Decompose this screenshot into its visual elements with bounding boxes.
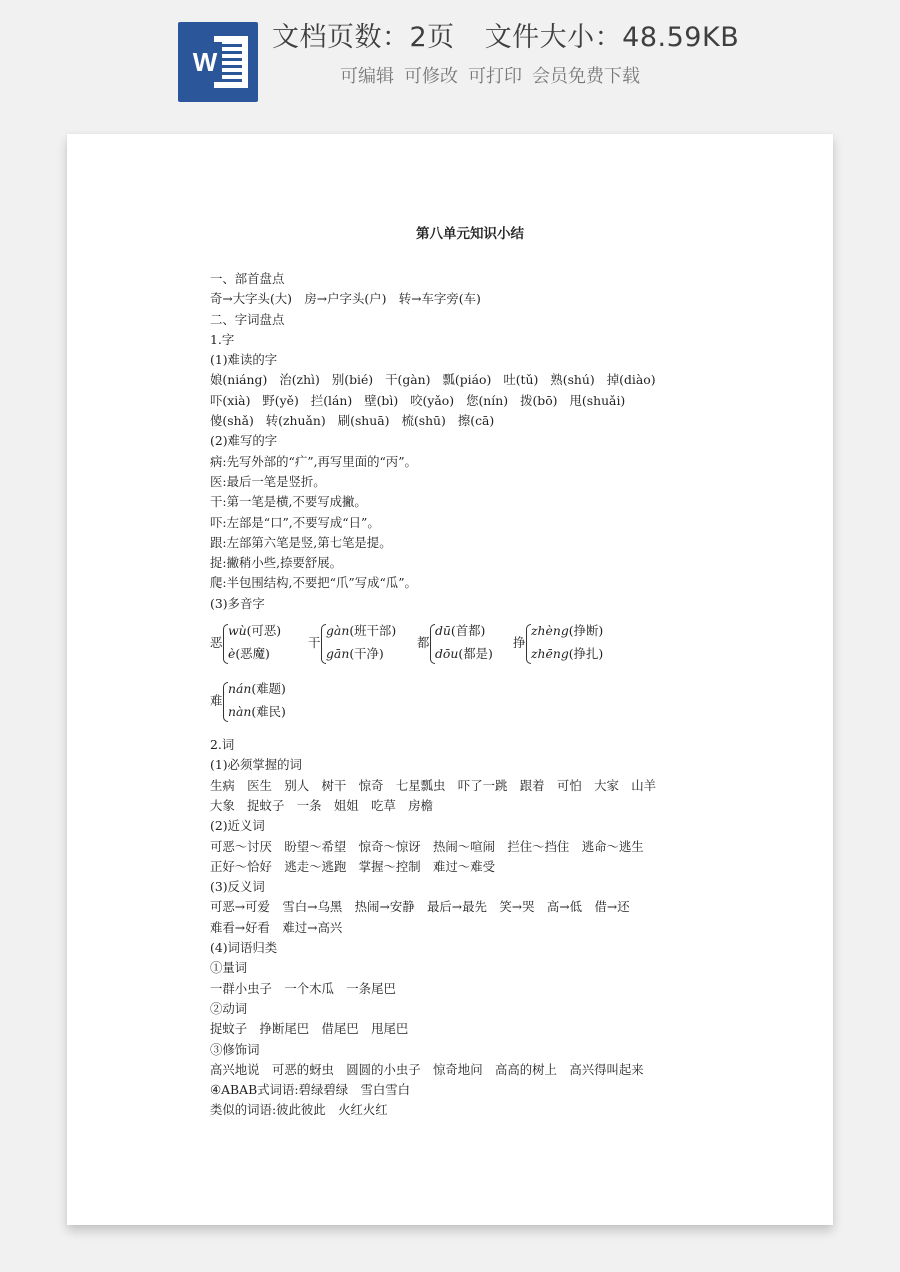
reading-pinyin: dōu [435, 646, 459, 662]
feature-member-download: 会员免费下载 [532, 66, 640, 87]
text-line: 类似的词语:彼此彼此 火红火红 [210, 1102, 388, 1118]
subsection-heading: (1)必须掌握的词 [210, 757, 302, 773]
polyphone-char: 难 [210, 693, 223, 709]
pinyin-item: 熟(shú) [550, 372, 595, 388]
subsection-heading: (3)多音字 [210, 595, 265, 611]
polyphone-char: 干 [308, 635, 321, 651]
feature-list [340, 62, 670, 92]
pinyin-item: 野(yě) [262, 392, 299, 408]
reading [326, 644, 384, 664]
polyphone-row [210, 621, 730, 671]
reading [531, 644, 603, 664]
text-line: 一群小虫子 一个木瓜 一条尾巴 [210, 980, 396, 996]
text-line: 吓:左部是“口”,不要写成“日”。 [210, 514, 380, 530]
pinyin-item: 吓(xià) [210, 392, 251, 408]
reading [435, 621, 485, 641]
reading-pinyin: zhēng [531, 646, 569, 662]
reading-pinyin: zhèng [531, 623, 569, 639]
polyphone-char: 挣 [513, 635, 526, 651]
reading-word: (班干部) [349, 623, 397, 639]
reading-word: (恶魔) [235, 646, 270, 662]
document-content [210, 224, 730, 1121]
banner-title [272, 18, 742, 58]
pinyin-item: 拨(bō) [520, 392, 558, 408]
text-line: ④ABAB式词语:碧绿碧绿 雪白雪白 [210, 1082, 411, 1098]
reading-pinyin: è [228, 646, 236, 662]
pinyin-item: 傻(shǎ) [210, 413, 254, 429]
text-line: 病:先写外部的“疒”,再写里面的“丙”。 [210, 453, 417, 469]
text-line: 大象 捉蚊子 一条 姐姐 吃草 房檐 [210, 797, 434, 813]
reading-word: (首都) [450, 623, 486, 639]
reading-word: (可恶) [246, 623, 282, 639]
document-page [67, 134, 833, 1225]
feature-printable: 可打印 [468, 66, 522, 87]
reading-pinyin: nán [228, 681, 252, 697]
reading-word: (干净) [349, 646, 384, 662]
reading [435, 644, 493, 664]
reading [531, 621, 603, 641]
category-heading: ①量词 [210, 960, 248, 976]
feature-modifiable: 可修改 [404, 66, 458, 87]
page-count: 文档页数：2页 [272, 22, 455, 53]
reading [326, 621, 396, 641]
pinyin-row [210, 411, 730, 431]
category-heading: ②动词 [210, 1000, 248, 1016]
top-banner [0, 0, 900, 120]
pinyin-item: 拦(lán) [310, 392, 353, 408]
text-line: 医:最后一笔是竖折。 [210, 473, 326, 489]
text-line: 生病 医生 别人 树干 惊奇 七星瓢虫 吓了一跳 跟着 可怕 大家 山羊 [210, 777, 657, 793]
reading [228, 621, 281, 641]
pinyin-row [210, 370, 730, 390]
text-line: 奇→大字头(大) 房→户字头(户) 转→车字旁(车) [210, 291, 481, 307]
text-line: 捉:撇稍小些,捺要舒展。 [210, 555, 343, 571]
subsection-heading: (4)词语归类 [210, 940, 278, 956]
subsection-heading: (1)难读的字 [210, 352, 278, 368]
pinyin-row [210, 391, 730, 411]
pinyin-item: 瓢(piáo) [442, 372, 492, 388]
pinyin-item: 吐(tǔ) [503, 372, 539, 388]
pinyin-item: 治(zhì) [279, 372, 320, 388]
reading-pinyin: gān [326, 646, 350, 662]
text-line: 干:第一笔是横,不要写成撇。 [210, 494, 367, 510]
subsection-heading: (2)近义词 [210, 818, 265, 834]
text-line: 正好～恰好 逃走～逃跑 掌握～控制 难过～难受 [210, 858, 495, 874]
pinyin-item: 转(zhuǎn) [265, 413, 326, 429]
reading-pinyin: gàn [326, 623, 350, 639]
text-line: 捉蚊子 挣断尾巴 借尾巴 甩尾巴 [210, 1021, 409, 1037]
feature-editable: 可编辑 [340, 66, 394, 87]
pinyin-item: 刷(shuā) [337, 413, 390, 429]
text-line: 高兴地说 可恶的蚜虫 圆圆的小虫子 惊奇地问 高高的树上 高兴得叫起来 [210, 1061, 644, 1077]
pinyin-item: 干(gàn) [385, 372, 431, 388]
pinyin-item: 您(nín) [466, 392, 509, 408]
pinyin-item: 咬(yǎo) [410, 392, 455, 408]
reading-word: (挣扎) [568, 646, 604, 662]
polyphone-char: 都 [417, 635, 430, 651]
pinyin-item: 擦(cā) [457, 413, 495, 429]
text-line: 可恶～讨厌 盼望～希望 惊奇～惊讶 热闹～喧闹 拦住～挡住 逃命～逃生 [210, 838, 644, 854]
reading-word: (都是) [458, 646, 493, 662]
text-line: 爬:半包围结构,不要把“爪”写成“瓜”。 [210, 575, 417, 591]
reading [228, 679, 286, 699]
section-heading: 二、字词盘点 [210, 311, 285, 327]
subsection-heading: (3)反义词 [210, 879, 265, 895]
pinyin-item: 别(bié) [331, 372, 374, 388]
category-heading: ③修饰词 [210, 1041, 260, 1057]
pinyin-item: 梳(shū) [401, 413, 446, 429]
file-size: 文件大小：48.59KB [484, 22, 740, 53]
text-line: 跟:左部第六笔是竖,第七笔是提。 [210, 534, 392, 550]
reading [228, 644, 270, 664]
pinyin-item: 甩(shuǎi) [569, 392, 626, 408]
section-heading: 一、部首盘点 [210, 271, 285, 286]
subsection-heading: 2.词 [210, 737, 235, 753]
reading-pinyin: nàn [228, 704, 252, 720]
reading-word: (难题) [251, 681, 286, 697]
word-doc-icon [178, 22, 258, 102]
reading-pinyin: dū [435, 623, 451, 639]
reading-pinyin: wù [228, 623, 247, 639]
pinyin-item: 掉(diào) [606, 372, 656, 388]
text-line: 可恶→可爱 雪白→乌黑 热闹→安静 最后→最先 笑→哭 高→低 借→还 [210, 899, 630, 915]
pinyin-item: 娘(niáng) [210, 372, 268, 388]
text-line: 难看→好看 难过→高兴 [210, 919, 343, 935]
word-icon-letter: W [188, 42, 222, 82]
pinyin-item: 壁(bì) [364, 392, 399, 408]
document-title: 第八单元知识小结 [416, 226, 524, 242]
subsection-heading: 1.字 [210, 331, 235, 347]
reading [228, 702, 286, 722]
reading-word: (挣断) [568, 623, 604, 639]
polyphone-row [210, 679, 730, 729]
polyphone-char: 恶 [210, 635, 223, 651]
subsection-heading: (2)难写的字 [210, 433, 278, 449]
reading-word: (难民) [251, 704, 286, 720]
